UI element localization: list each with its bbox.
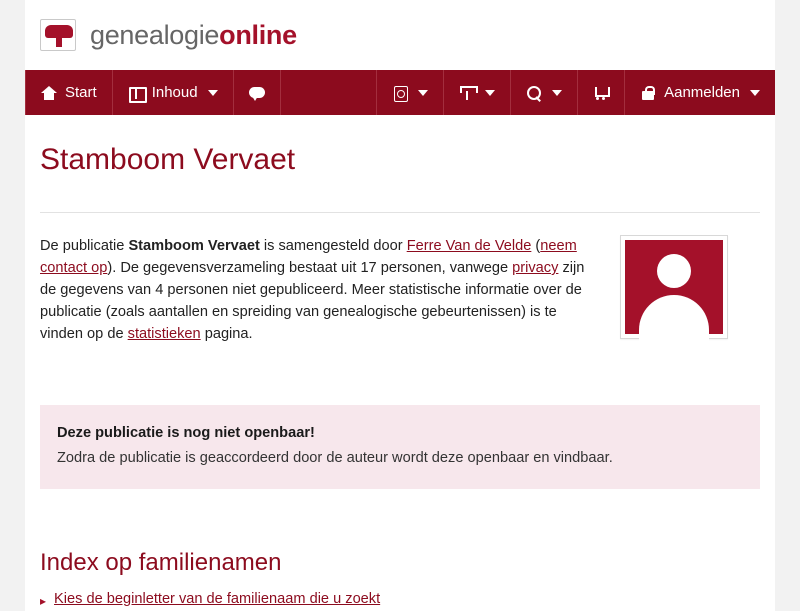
privacy-link[interactable]: privacy bbox=[512, 260, 559, 276]
nav-label-inhoud: Inhoud bbox=[151, 84, 198, 101]
page-title: Stamboom Vervaet bbox=[40, 143, 296, 176]
main-navigation bbox=[25, 70, 775, 115]
brand-name-bold: online bbox=[219, 19, 297, 50]
avatar-body bbox=[639, 295, 709, 351]
section-title-index: Index op familienamen bbox=[40, 549, 282, 576]
nav-item-inhoud[interactable] bbox=[113, 70, 234, 115]
chat-icon bbox=[249, 85, 265, 101]
logo-trunk bbox=[56, 36, 62, 47]
publication-name: Stamboom Vervaet bbox=[128, 238, 260, 254]
shopping-cart-icon bbox=[593, 85, 609, 101]
intro-text-part4: ). De gegevensverzameling bestaat uit 17 personen, vanwege bbox=[107, 260, 513, 276]
site-container bbox=[25, 0, 775, 611]
notice-body: Zodra de publicatie is geaccordeerd door de auteur wordt deze openbaar en vindbaar. bbox=[57, 450, 613, 466]
family-tree-logo-icon[interactable] bbox=[40, 19, 76, 51]
search-icon bbox=[526, 85, 542, 101]
avatar bbox=[620, 235, 728, 339]
chevron-down-icon bbox=[418, 90, 428, 96]
intro-paragraph bbox=[40, 235, 620, 345]
chevron-down-icon bbox=[750, 90, 760, 96]
nav-spacer bbox=[281, 70, 377, 115]
intro-text-part5: zijn de gegevens van 4 personen niet gepubliceerd. Meer statistische informatie over de publicatie (zoals aantallen en spreiding van genealogische gebeurtenissen) is te vinden op de bbox=[40, 260, 585, 342]
nav-item-cart[interactable] bbox=[578, 70, 625, 115]
chevron-down-icon bbox=[552, 90, 562, 96]
author-link[interactable]: Ferre Van de Velde bbox=[406, 238, 532, 254]
title-divider bbox=[40, 212, 760, 213]
chevron-down-icon bbox=[485, 90, 495, 96]
notice-title: Deze publicatie is nog niet openbaar! bbox=[57, 425, 315, 441]
avatar-head bbox=[657, 254, 691, 288]
surname-letter-link[interactable]: Kies de beginletter van de familienaam die u zoekt bbox=[54, 591, 381, 607]
nav-item-trees[interactable] bbox=[444, 70, 511, 115]
book-icon bbox=[128, 85, 144, 101]
nav-item-persons[interactable] bbox=[376, 70, 444, 115]
main-content bbox=[25, 143, 775, 611]
home-icon bbox=[41, 85, 57, 101]
arrow-bullet-icon: ▸ bbox=[40, 594, 47, 608]
intro-section bbox=[40, 235, 760, 345]
contact-link[interactable]: neem contact op bbox=[40, 238, 577, 276]
brand-name-light: genealogie bbox=[90, 19, 220, 50]
nav-item-login[interactable] bbox=[625, 70, 775, 115]
publication-notice bbox=[40, 405, 760, 489]
nav-label-login: Aanmelden bbox=[664, 84, 740, 101]
intro-text-part6: pagina. bbox=[200, 326, 253, 342]
site-header bbox=[25, 0, 775, 70]
statistics-link[interactable]: statistieken bbox=[127, 326, 201, 342]
nav-item-search[interactable] bbox=[511, 70, 578, 115]
nav-item-messages[interactable] bbox=[234, 70, 281, 115]
nav-label-start: Start bbox=[65, 84, 97, 101]
intro-text-part1: De publicatie bbox=[40, 238, 129, 254]
intro-text-part2: is samengesteld door bbox=[259, 238, 407, 254]
id-card-icon bbox=[392, 85, 408, 101]
nav-item-start[interactable] bbox=[25, 70, 113, 115]
index-intro-line bbox=[40, 591, 760, 611]
lock-icon bbox=[640, 85, 656, 101]
intro-text-part3: ( bbox=[531, 238, 541, 254]
family-tree-icon bbox=[459, 85, 475, 101]
site-logo-text[interactable] bbox=[90, 20, 297, 51]
chevron-down-icon bbox=[208, 90, 218, 96]
user-avatar-placeholder-icon bbox=[625, 240, 723, 334]
